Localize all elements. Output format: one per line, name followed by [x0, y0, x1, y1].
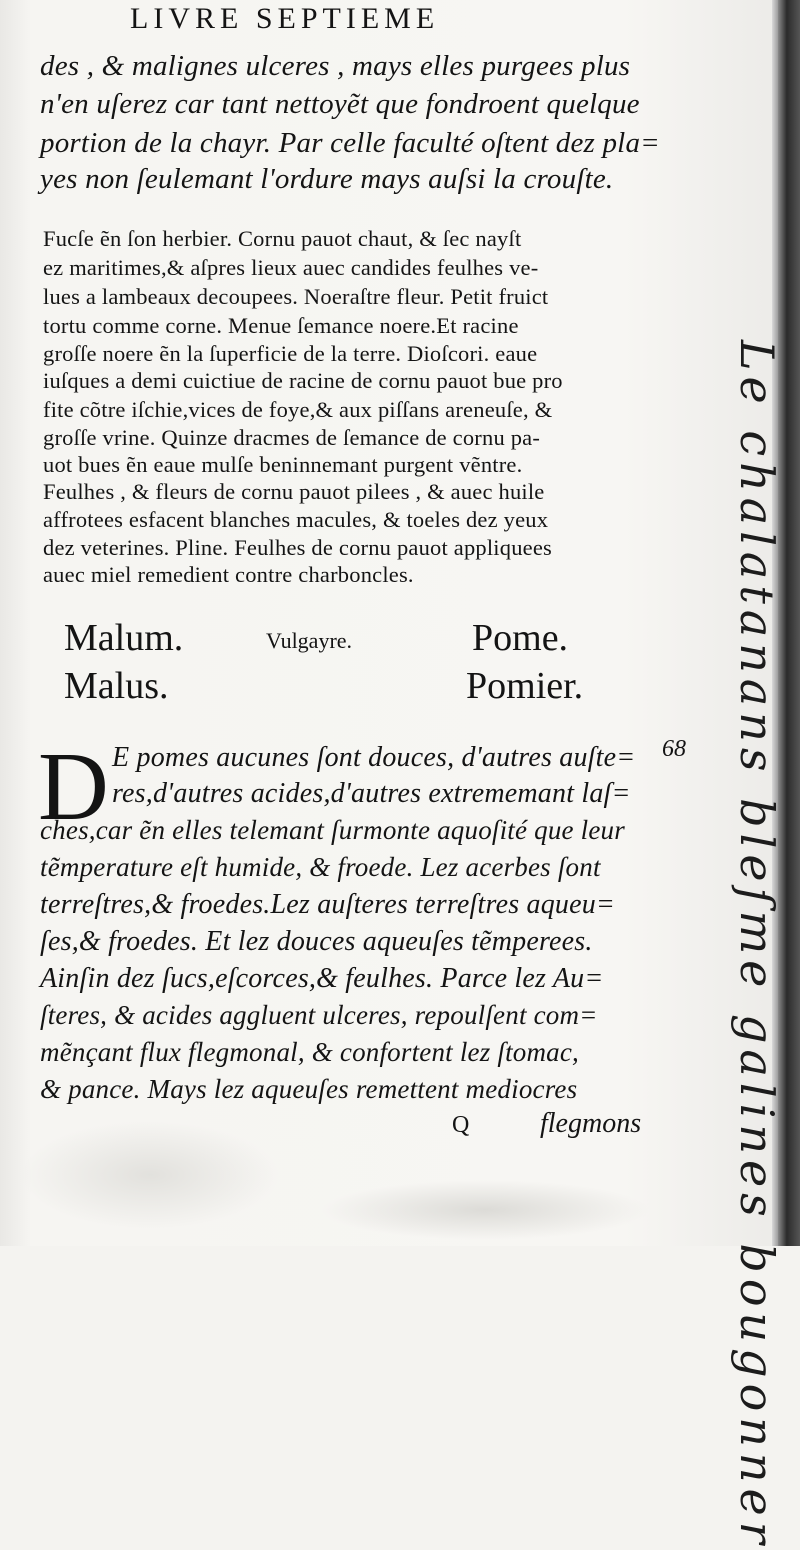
- text-line: ches,car ẽn elles telemant ſurmonte aquoſité que leur: [40, 815, 625, 845]
- heading-latin-name: Malum.: [64, 617, 184, 659]
- text-line: dez veterines. Pline. Feulhes de cornu pauot appliquees: [43, 535, 552, 560]
- text-line: Ainſin dez ſucs,eſcorces,& feulhes. Parce lez Au=: [40, 963, 604, 994]
- text-line: E pomes aucunes ſont douces, d'autres auſte=: [112, 742, 636, 773]
- text-line: tẽmperature eſt humide, & froede. Lez acerbes ſont: [40, 852, 601, 882]
- text-line: & pance. Mays lez aqueuſes remettent mediocres: [40, 1074, 578, 1104]
- paper-stain: [20, 1120, 280, 1230]
- text-line: iuſques a demi cuictiue de racine de cornu pauot bue pro: [43, 368, 563, 393]
- text-line: Feulhes , & fleurs de cornu pauot pilees , & auec huile: [43, 479, 545, 504]
- drop-capital: D: [38, 733, 109, 841]
- text-line: groſſe noere ẽn la ſuperficie de la terre. Dioſcori. eaue: [43, 341, 538, 366]
- text-line: ez maritimes,& aſpres lieux auec candides feulhes ve-: [43, 255, 539, 280]
- text-line: Fucſe ẽn ſon herbier. Cornu pauot chaut, & ſec nayſt: [43, 226, 522, 251]
- text-line: ſteres, & acides aggluent ulceres, repoulſent com=: [40, 1000, 598, 1030]
- heading-vulgar: Vulgayre.: [266, 628, 353, 653]
- signature-mark: Q: [452, 1112, 470, 1138]
- text-line: lues a lambeaux decoupees. Noeraſtre fleur. Petit fruict: [43, 284, 549, 309]
- text-line: affrotees esfacent blanches macules, & toeles dez yeux: [43, 507, 549, 532]
- text-line: mẽnçant flux flegmonal, & confortent lez ſtomac,: [40, 1037, 580, 1067]
- text-line: yes non ſeulemant l'ordure mays auſsi la crouſte.: [40, 163, 614, 195]
- text-line: groſſe vrine. Quinze dracmes de ſemance de cornu pa-: [43, 425, 541, 450]
- text-line: fite cõtre iſchie,vices de foye,& aux piſſans areneuſe, &: [43, 397, 553, 422]
- text-line: ſes,& froedes. Et lez douces aqueuſes tẽmperees.: [40, 926, 593, 957]
- running-head: LIVRE SEPTIEME: [130, 2, 440, 35]
- heading-french-tree: Pomier.: [466, 665, 584, 707]
- text-line: n'en uſerez car tant nettoyẽt que fondroent quelque: [40, 88, 640, 120]
- paper-stain: [320, 1180, 650, 1240]
- text-line: res,d'autres acides,d'autres extrememant laſ=: [112, 778, 631, 809]
- text-line: des , & malignes ulceres , mays elles purgees plus: [40, 50, 631, 82]
- handwritten-margin-note: Le chalatanans bleſme galines bougonner: [730, 340, 784, 1550]
- text-line: auec miel remedient contre charboncles.: [43, 562, 414, 587]
- text-line: terreſtres,& froedes.Lez auſteres terreſtres aqueu=: [40, 889, 616, 920]
- text-line: tortu comme corne. Menue ſemance noere.Et racine: [43, 313, 519, 338]
- heading-latin-tree: Malus.: [64, 665, 169, 707]
- heading-french-name: Pome.: [472, 617, 569, 659]
- handwritten-page-number: 68: [662, 736, 686, 762]
- catchword: flegmons: [540, 1108, 642, 1139]
- text-line: portion de la chayr. Par celle faculté oſtent dez pla=: [40, 127, 660, 159]
- text-line: uot bues ẽn eaue mulſe beninnemant purgent vẽntre.: [43, 452, 523, 477]
